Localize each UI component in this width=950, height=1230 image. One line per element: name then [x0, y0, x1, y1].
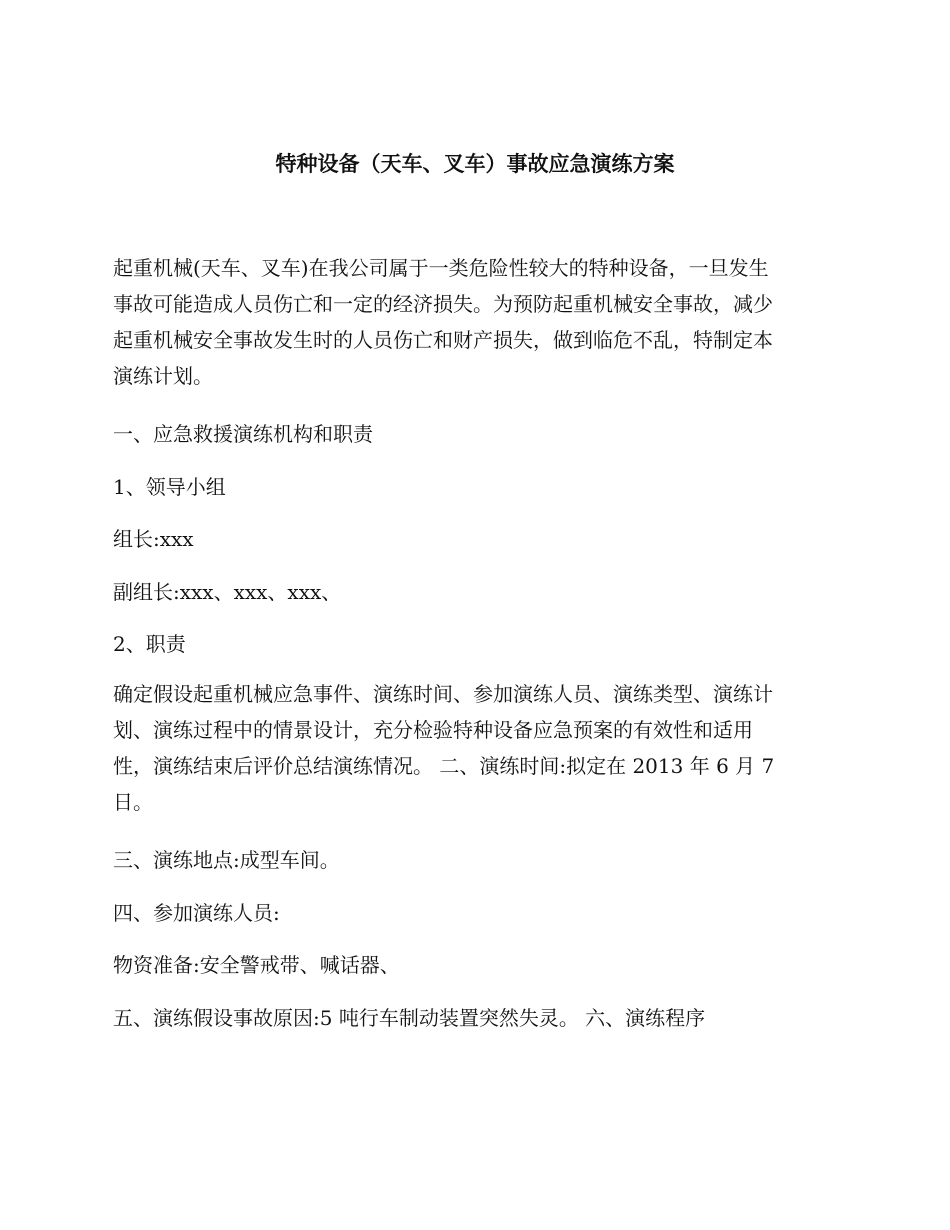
- section-heading-organization: [113, 416, 833, 452]
- paragraph-line: 五、演练假设事故原因:5 吨行车制动装置突然失灵。 六、演练程序: [113, 1006, 706, 1030]
- paragraph-line: 副组长:xxx、xxx、xxx、: [113, 580, 342, 604]
- paragraph-line: 日。: [113, 790, 153, 814]
- subheading-leadership-group: [113, 469, 833, 505]
- deputy-leader-line: [113, 574, 833, 610]
- paragraph-line: 起重机械安全事故发生时的人员伤亡和财产损失，做到临危不乱，特制定本: [113, 328, 773, 352]
- paragraph-line: 确定假设起重机械应急事件、演练时间、参加演练人员、演练类型、演练计: [113, 682, 773, 706]
- paragraph-line: 2、职责: [113, 632, 186, 656]
- participants-heading: [113, 895, 833, 931]
- accident-cause-line: [113, 1000, 833, 1036]
- paragraph-line: 四、参加演练人员:: [113, 901, 280, 925]
- materials-line: [113, 947, 833, 983]
- document-title: 特种设备（天车、叉车）事故应急演练方案: [275, 151, 675, 176]
- subheading-duties: [113, 626, 833, 662]
- team-leader-line: [113, 521, 833, 557]
- paragraph-intro: [113, 250, 833, 394]
- paragraph-line: 组长:xxx: [113, 527, 194, 551]
- paragraph-duties: [113, 676, 833, 820]
- paragraph-line: 事故可能造成人员伤亡和一定的经济损失。为预防起重机械安全事故，减少: [113, 292, 773, 316]
- paragraph-line: 三、演练地点:成型车间。: [113, 848, 340, 872]
- drill-location-line: [113, 842, 833, 878]
- paragraph-line: 起重机械(天车、叉车)在我公司属于一类危险性较大的特种设备，一旦发生: [113, 256, 769, 280]
- paragraph-line: 一、应急救援演练机构和职责: [113, 422, 373, 446]
- paragraph-line: 演练计划。: [113, 364, 213, 388]
- paragraph-line: 性，演练结束后评价总结演练情况。 二、演练时间:拟定在 2013 年 6 月 7: [113, 754, 775, 778]
- paragraph-line: 1、领导小组: [113, 475, 226, 499]
- paragraph-line: 物资准备:安全警戒带、喊话器、: [113, 953, 400, 977]
- paragraph-line: 划、演练过程中的情景设计，充分检验特种设备应急预案的有效性和适用: [113, 718, 753, 742]
